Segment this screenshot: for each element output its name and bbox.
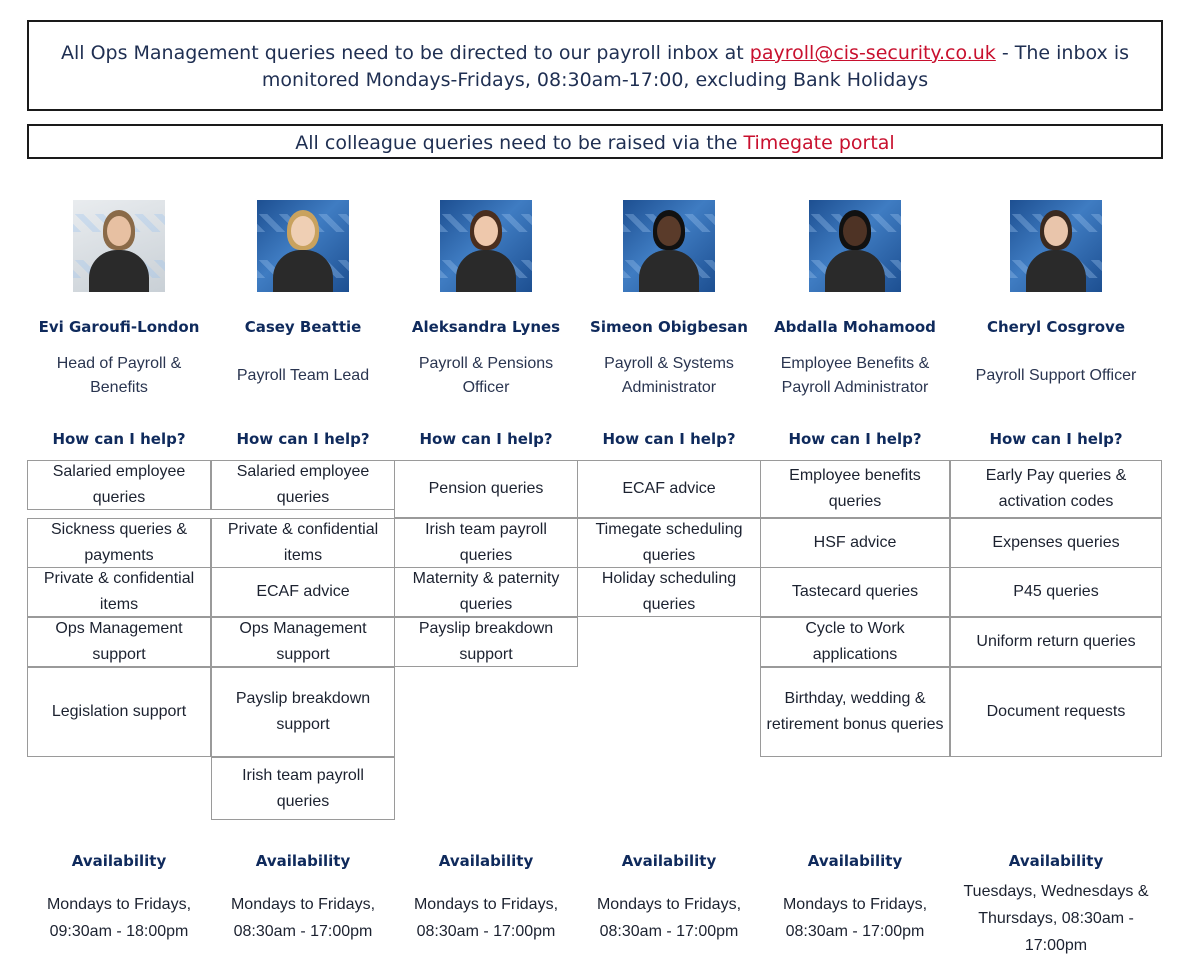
help-item: Tastecard queries: [760, 567, 950, 617]
team-member-2: [211, 0, 395, 960]
help-heading: How can I help?: [989, 430, 1123, 448]
availability-hours: Tuesdays, Wednesdays & Thursdays, 08:30am - 17:00pm: [963, 882, 1149, 954]
member-name: Abdalla Mohamood: [774, 318, 936, 336]
help-item: Private & confidential items: [211, 518, 395, 568]
help-item: Maternity & paternity queries: [394, 567, 578, 617]
help-heading: How can I help?: [52, 430, 186, 448]
photo-figure-body: [1026, 250, 1086, 292]
help-item: ECAF advice: [211, 567, 395, 617]
member-role: Employee Benefits & Payroll Administrator: [780, 355, 930, 396]
profile-photo: [73, 200, 165, 292]
availability-heading: Availability: [621, 852, 717, 870]
help-item: HSF advice: [760, 518, 950, 568]
payroll-email-link[interactable]: payroll@cis-security.co.uk: [749, 42, 996, 64]
photo-figure-head: [843, 216, 867, 246]
help-item: Birthday, wedding & retirement bonus queries: [760, 667, 950, 757]
help-item: Timegate scheduling queries: [577, 518, 761, 568]
help-item: Pension queries: [394, 460, 578, 518]
profile-photo: [257, 200, 349, 292]
member-role: Payroll Support Officer: [975, 367, 1137, 384]
member-name: Aleksandra Lynes: [411, 318, 561, 336]
profile-photo: [440, 200, 532, 292]
photo-figure-body: [273, 250, 333, 292]
availability-hours: Mondays to Fridays, 09:30am - 18:00pm: [46, 896, 192, 940]
help-item: Expenses queries: [950, 518, 1162, 568]
help-item: Private & confidential items: [27, 567, 211, 617]
photo-figure-body: [639, 250, 699, 292]
help-item: Payslip breakdown support: [394, 617, 578, 667]
photo-figure-body: [825, 250, 885, 292]
availability-hours: Mondays to Fridays, 08:30am - 17:00pm: [782, 896, 928, 940]
help-heading: How can I help?: [602, 430, 736, 448]
member-name: Cheryl Cosgrove: [986, 318, 1126, 336]
help-item: Ops Management support: [27, 617, 211, 667]
help-item: Document requests: [950, 667, 1162, 757]
member-name: Casey Beattie: [244, 318, 362, 336]
team-member-4: [577, 0, 761, 960]
timegate-portal-link[interactable]: Timegate portal: [743, 132, 895, 154]
help-heading: How can I help?: [788, 430, 922, 448]
help-item: Employee benefits queries: [760, 460, 950, 518]
member-role: Head of Payroll & Benefits: [56, 355, 182, 396]
banner-text-prefix: All Ops Management queries need to be directed to our payroll inbox at: [60, 42, 750, 64]
team-member-5: [760, 0, 950, 960]
help-item: Irish team payroll queries: [394, 518, 578, 568]
member-role: Payroll & Pensions Officer: [418, 355, 554, 396]
banner-text-suffix: - The inbox is monitored Mondays-Fridays, 08:30am-17:00, excluding Bank Holidays: [261, 42, 1130, 91]
photo-figure-head: [1044, 216, 1068, 246]
help-item: Legislation support: [27, 667, 211, 757]
help-item: P45 queries: [950, 567, 1162, 617]
profile-photo: [809, 200, 901, 292]
availability-heading: Availability: [255, 852, 351, 870]
photo-figure-head: [107, 216, 131, 246]
photo-figure-body: [89, 250, 149, 292]
availability-hours: Mondays to Fridays, 08:30am - 17:00pm: [596, 896, 742, 940]
help-item: Early Pay queries & activation codes: [950, 460, 1162, 518]
availability-hours: Mondays to Fridays, 08:30am - 17:00pm: [413, 896, 559, 940]
help-heading: How can I help?: [236, 430, 370, 448]
photo-figure-body: [456, 250, 516, 292]
photo-figure-head: [291, 216, 315, 246]
help-item: Holiday scheduling queries: [577, 567, 761, 617]
availability-hours: Mondays to Fridays, 08:30am - 17:00pm: [230, 896, 376, 940]
team-member-6: [950, 0, 1162, 960]
help-heading: How can I help?: [419, 430, 553, 448]
team-member-3: [394, 0, 578, 960]
availability-heading: Availability: [71, 852, 167, 870]
availability-heading: Availability: [438, 852, 534, 870]
help-item: Payslip breakdown support: [211, 667, 395, 757]
help-item: Irish team payroll queries: [211, 757, 395, 820]
help-item: Salaried employee queries: [211, 460, 395, 510]
help-item: Sickness queries & payments: [27, 518, 211, 568]
help-item: Cycle to Work applications: [760, 617, 950, 667]
photo-figure-head: [657, 216, 681, 246]
availability-heading: Availability: [807, 852, 903, 870]
team-member-1: [27, 0, 211, 960]
help-item: Salaried employee queries: [27, 460, 211, 510]
profile-photo: [1010, 200, 1102, 292]
help-item: Ops Management support: [211, 617, 395, 667]
member-name: Evi Garoufi-London: [38, 318, 200, 336]
member-name: Simeon Obigbesan: [590, 318, 748, 336]
profile-photo: [623, 200, 715, 292]
member-role: Payroll & Systems Administrator: [604, 355, 734, 396]
colleague-banner-text: All colleague queries need to be raised via the: [295, 132, 744, 154]
member-role: Payroll Team Lead: [236, 367, 370, 384]
help-item: ECAF advice: [577, 460, 761, 518]
photo-figure-head: [474, 216, 498, 246]
help-item: Uniform return queries: [950, 617, 1162, 667]
availability-heading: Availability: [1008, 852, 1104, 870]
